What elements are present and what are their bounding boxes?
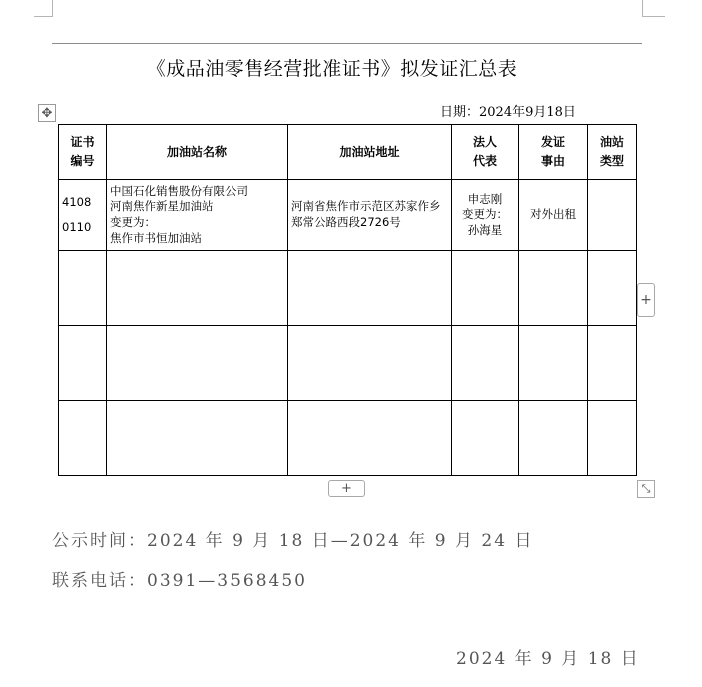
cell-reason[interactable]: 对外出租 — [519, 180, 588, 251]
table-row — [59, 251, 637, 326]
add-column-button[interactable] — [637, 283, 655, 317]
table-cell[interactable] — [452, 401, 519, 476]
add-row-button[interactable] — [328, 480, 365, 497]
table-move-handle[interactable] — [38, 104, 56, 122]
table-cell[interactable] — [588, 326, 637, 401]
table-resize-handle[interactable] — [637, 480, 655, 498]
resize-icon: ⤡ — [641, 482, 651, 495]
header-cert-no: 证书 编号 — [59, 125, 107, 180]
table-cell[interactable] — [519, 326, 588, 401]
table-cell[interactable] — [519, 401, 588, 476]
table-row — [59, 326, 637, 401]
header-legal-rep: 法人 代表 — [452, 125, 519, 180]
document-date: 日期：2024年9月18日 — [440, 105, 576, 120]
header-station-address: 加油站地址 — [288, 125, 452, 180]
table-cell[interactable] — [452, 251, 519, 326]
header-rule — [52, 43, 642, 44]
summary-table — [58, 124, 637, 476]
cell-station-address[interactable]: 河南省焦作市示范区苏家作乡郑常公路西段2726号 — [288, 180, 452, 251]
table-cell[interactable] — [288, 326, 452, 401]
move-icon: ✥ — [41, 105, 53, 121]
table-cell[interactable] — [519, 251, 588, 326]
crop-mark-left — [34, 0, 53, 17]
header-station-name: 加油站名称 — [107, 125, 288, 180]
header-station-type: 油站 类型 — [588, 125, 637, 180]
table-cell[interactable] — [452, 326, 519, 401]
table-row — [59, 180, 637, 251]
table-cell[interactable] — [288, 251, 452, 326]
table-cell[interactable] — [59, 401, 107, 476]
cell-legal-rep[interactable]: 申志刚 变更为： 孙海星 — [452, 180, 519, 251]
table-cell[interactable] — [107, 401, 288, 476]
table-cell[interactable] — [59, 326, 107, 401]
table-cell[interactable] — [588, 401, 637, 476]
cell-cert-no[interactable]: 4108 0110 — [59, 180, 107, 251]
table-cell[interactable] — [288, 401, 452, 476]
table-cell[interactable] — [588, 251, 637, 326]
signature-date: 2024 年 9 月 18 日 — [456, 649, 640, 669]
crop-mark-right — [642, 0, 665, 17]
cell-station-name[interactable]: 中国石化销售股份有限公司 河南焦作新星加油站 变更为： 焦作市书恒加油站 — [107, 180, 288, 251]
table-row — [59, 401, 637, 476]
plus-icon: + — [640, 292, 652, 308]
table-cell[interactable] — [59, 251, 107, 326]
header-reason: 发证 事由 — [519, 125, 588, 180]
plus-icon: + — [341, 481, 352, 496]
document-title: 《成品油零售经营批准证书》拟发证汇总表 — [146, 58, 518, 80]
table-cell[interactable] — [107, 326, 288, 401]
publicity-period: 公示时间：2024 年 9 月 18 日—2024 年 9 月 24 日 — [52, 531, 534, 551]
contact-phone: 联系电话：0391—3568450 — [52, 571, 307, 591]
cell-station-type[interactable] — [588, 180, 637, 251]
table-header-row — [59, 125, 637, 180]
table-cell[interactable] — [107, 251, 288, 326]
